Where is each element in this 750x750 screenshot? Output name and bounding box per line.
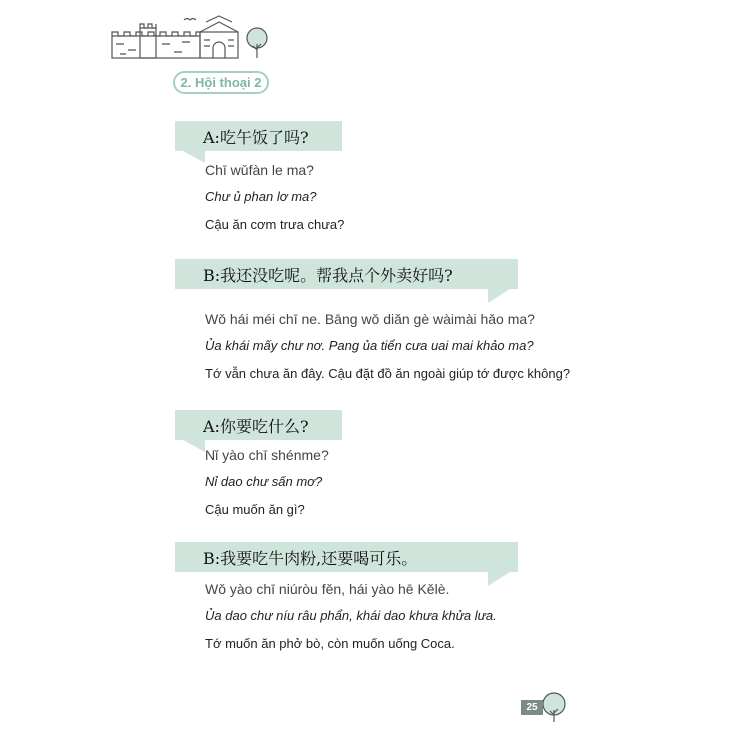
bubble-tail	[488, 289, 510, 303]
section-title: 2. Hội thoại 2	[173, 71, 269, 94]
castle-wall-illustration	[110, 14, 275, 60]
speech-bubble-b2	[175, 542, 518, 572]
chinese-line: B:我还没吃呢。帮我点个外卖好吗?	[203, 265, 453, 285]
translation-line: Tớ vẫn chưa ăn đây. Cậu đặt đồ ăn ngoài giúp tớ được không?	[205, 366, 571, 381]
phonetic-line: Ủa dao chư níu râu phẩn, khái dao khưa khửa lưa.	[205, 608, 497, 623]
translation-line: Tớ muốn ăn phở bò, còn muốn uống Coca.	[205, 636, 455, 651]
pinyin-line: Nǐ yào chī shénme?	[205, 447, 329, 463]
chinese-line: A:你要吃什么?	[203, 416, 309, 436]
speech-bubble-a1	[175, 121, 342, 151]
chinese-line: B:我要吃牛肉粉,还要喝可乐。	[203, 548, 418, 568]
pinyin-line: Chī wǔfàn le ma?	[205, 162, 314, 178]
bubble-tail	[488, 572, 510, 586]
translation-line: Cậu muốn ăn gì?	[205, 502, 305, 517]
bubble-tail	[183, 440, 205, 452]
translation-line: Cậu ăn cơm trưa chưa?	[205, 217, 345, 232]
bubble-tail	[183, 151, 205, 163]
speech-bubble-a2	[175, 410, 342, 440]
phonetic-line: Nỉ dao chư sấn mơ?	[205, 474, 323, 489]
phonetic-line: Chư ủ phan lơ ma?	[205, 189, 317, 204]
chinese-line: A:吃午饭了吗?	[203, 127, 309, 147]
phonetic-line: Ủa khái mấy chư nơ. Pang ủa tiển cưa uai mai khảo ma?	[205, 338, 534, 353]
speech-bubble-b1	[175, 259, 518, 289]
pinyin-line: Wǒ hái méi chī ne. Bāng wǒ diǎn gè wàimài hǎo ma?	[205, 311, 535, 327]
pinyin-line: Wǒ yào chī niúròu fěn, hái yào hē Kělè.	[205, 581, 450, 597]
page-number-badge: 25	[521, 700, 543, 715]
